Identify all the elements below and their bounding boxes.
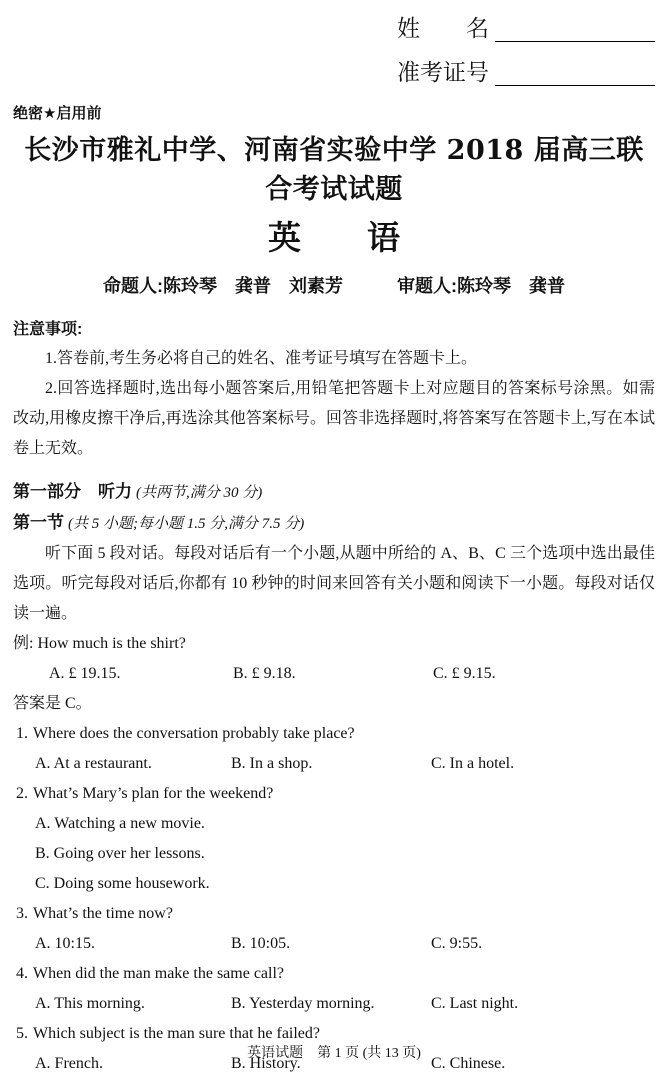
question-4-options-row <box>13 989 655 1019</box>
question-2-option-a: A. Watching a new movie. <box>35 815 205 832</box>
question-2 <box>13 779 655 809</box>
secrecy-notice: 绝密★启用前 <box>13 105 102 122</box>
question-4 <box>13 959 655 989</box>
question-5-number: 5. <box>16 1025 28 1042</box>
subject-title: 英 语 <box>268 219 400 256</box>
question-3-text: What’s the time now? <box>33 905 173 922</box>
question-3-option-b: B. 10:05. <box>231 935 291 952</box>
section1-heading <box>13 508 655 539</box>
question-2-option-b: B. Going over her lessons. <box>35 845 205 862</box>
part1-heading <box>13 477 655 508</box>
question-5-option-a: A. French. <box>35 1055 103 1072</box>
part1-heading-note: (共两节,满分 30 分) <box>136 485 263 501</box>
question-2-text: What’s Mary’s plan for the weekend? <box>33 785 274 802</box>
question-1 <box>13 719 655 749</box>
example-option-b: B. £ 9.18. <box>233 665 296 682</box>
admission-field-label: 准考证号 <box>397 59 489 85</box>
question-1-options-row <box>13 749 655 779</box>
notice-item-1: 1.答卷前,考生务必将自己的姓名、准考证号填写在答题卡上。 <box>45 350 478 367</box>
question-3-number: 3. <box>16 905 28 922</box>
name-field-row <box>397 14 655 42</box>
exam-title: 长沙市雅礼中学、河南省实验中学 2018 届高三联合考试试题 <box>24 135 644 205</box>
candidate-info-block <box>397 14 655 86</box>
question-5-text: Which subject is the man sure that he failed? <box>33 1025 321 1042</box>
question-4-option-a: A. This morning. <box>35 995 145 1012</box>
page-footer: 英语试题 第 1 页 (共 13 页) <box>247 1046 421 1061</box>
question-3 <box>13 899 655 929</box>
question-1-number: 1. <box>16 725 28 742</box>
question-4-text: When did the man make the same call? <box>33 965 285 982</box>
part1-heading-title: 第一部分 听力 <box>13 482 132 501</box>
authors-line: 命题人:陈玲琴 龚普 刘素芳 审题人:陈玲琴 龚普 <box>103 276 565 296</box>
example-option-a: A. £ 19.15. <box>49 665 121 682</box>
name-field-label: 姓 名 <box>397 15 489 41</box>
question-5-option-c: C. Chinese. <box>431 1055 506 1072</box>
listening-instructions: 听下面 5 段对话。每段对话后有一个小题,从题中所给的 A、B、C 三个选项中选出最佳选项。听完每段对话后,你都有 10 秒钟的时间来回答有关小题和阅读下一小题。每段对话仅读一遍。 <box>13 545 655 622</box>
question-4-option-b: B. Yesterday morning. <box>231 995 375 1012</box>
admission-input-line[interactable] <box>495 58 655 86</box>
question-1-text: Where does the conversation probably take place? <box>33 725 355 742</box>
question-3-option-a: A. 10:15. <box>35 935 95 952</box>
question-2-number: 2. <box>16 785 28 802</box>
name-input-line[interactable] <box>495 14 655 42</box>
section1-heading-title: 第一节 <box>13 513 64 532</box>
question-4-option-c: C. Last night. <box>431 995 519 1012</box>
example-options-row <box>13 659 655 689</box>
notice-heading: 注意事项: <box>13 321 83 338</box>
question-3-option-c: C. 9:55. <box>431 935 483 952</box>
section1-heading-note: (共 5 小题;每小题 1.5 分,满分 7.5 分) <box>68 516 305 532</box>
notice-item-2: 2.回答选择题时,选出每小题答案后,用铅笔把答题卡上对应题目的答案标号涂黑。如需改动,用橡皮擦干净后,再选涂其他答案标号。回答非选择题时,将答案写在答题卡上,写在本试卷上无效。 <box>13 380 655 457</box>
question-3-options-row <box>13 929 655 959</box>
question-1-option-b: B. In a shop. <box>231 755 313 772</box>
example-option-c: C. £ 9.15. <box>433 665 496 682</box>
question-5-option-b: B. History. <box>231 1055 301 1072</box>
question-2-option-c: C. Doing some housework. <box>35 875 210 892</box>
example-answer: 答案是 C。 <box>13 695 92 712</box>
question-1-option-c: C. In a hotel. <box>431 755 515 772</box>
question-1-option-a: A. At a restaurant. <box>35 755 152 772</box>
admission-field-row <box>397 58 655 86</box>
example-prompt: 例: How much is the shirt? <box>13 635 186 652</box>
question-4-number: 4. <box>16 965 28 982</box>
